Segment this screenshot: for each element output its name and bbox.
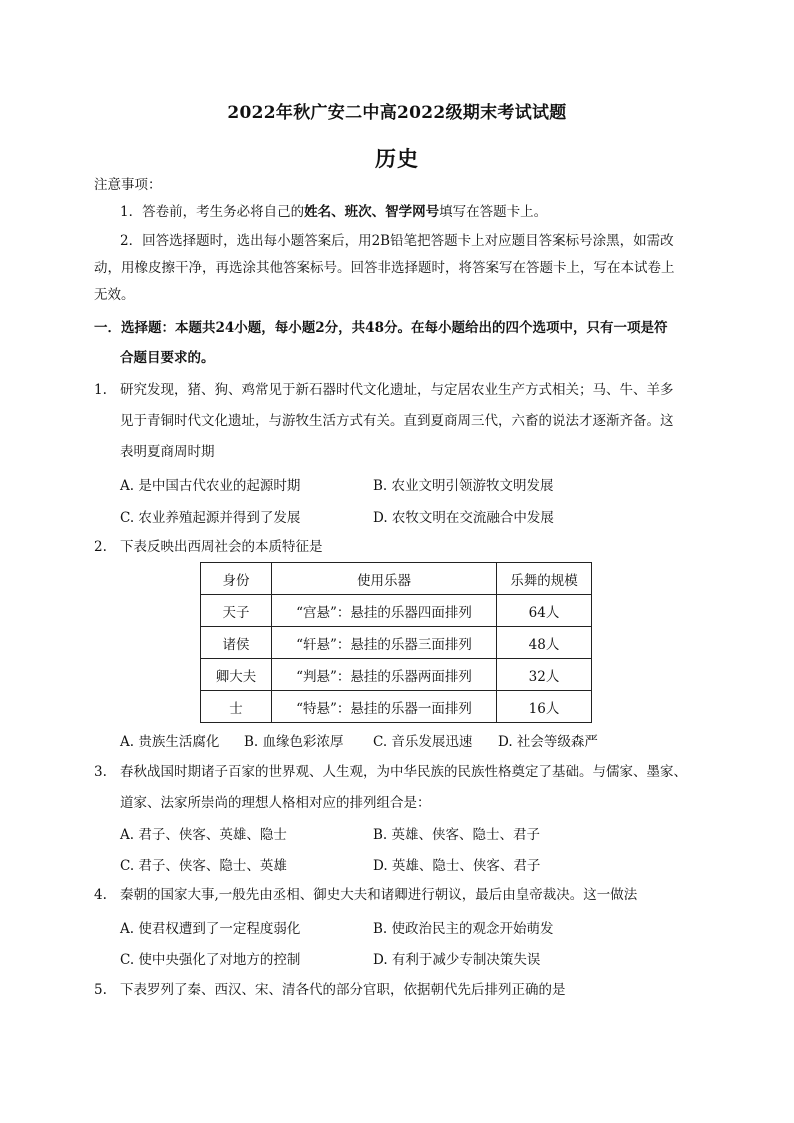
question-1-option-b: B. 农业文明引领游牧文明发展 (373, 478, 554, 494)
table-header-cell: 身份 (201, 563, 272, 595)
question-3-stem-line-1: 春秋战国时期诸子百家的世界观、人生观，为中华民族的民族性格奠定了基础。与儒家、墨家、 (120, 764, 687, 780)
table-cell: 天子 (201, 595, 272, 627)
notes-item-2-line-3: 无效。 (94, 287, 135, 303)
question-number: 2. (94, 539, 107, 555)
notes-item-2-line-2: 动，用橡皮擦干净，再选涂其他答案标号。回答非选择题时，将答案写在答题卡上，写在本试卷上 (94, 260, 675, 276)
table-cell: “宫悬”：悬挂的乐器四面排列 (272, 595, 497, 627)
question-4-option-d: D. 有利于减少专制决策失误 (373, 952, 541, 968)
question-5-stem: 下表罗列了秦、西汉、宋、清各代的部分官职，依据朝代先后排列正确的是 (120, 982, 566, 998)
question-3-option-d: D. 英雄、隐士、侠客、君子 (373, 858, 541, 874)
question-2-option-a: A. 贵族生活腐化 (120, 734, 220, 750)
question-4-option-c: C. 使中央强化了对地方的控制 (120, 952, 301, 968)
section-heading-line-1: 一．选择题：本题共24小题，每小题2分，共48分。在每小题给出的四个选项中，只有一项是符 (94, 320, 668, 336)
table-cell: “特悬”：悬挂的乐器一面排列 (272, 691, 497, 723)
question-number: 4. (94, 887, 107, 903)
table-row (201, 627, 592, 659)
table-header-cell: 使用乐器 (272, 563, 497, 595)
question-3-stem-line-2: 道家、法家所崇尚的理想人格相对应的排列组合是： (120, 795, 431, 811)
table-cell: 诸侯 (201, 627, 272, 659)
question-2-option-d: D. 社会等级森严 (498, 734, 598, 750)
notes-item-2-line-1: 2．回答选择题时，选出每小题答案后，用2B铅笔把答题卡上对应题目答案标号涂黑，如需改 (120, 233, 674, 249)
table-cell: 64人 (497, 595, 592, 627)
ritual-music-table (200, 562, 592, 723)
question-number: 5. (94, 982, 107, 998)
question-number: 1. (94, 382, 107, 398)
question-4-option-b: B. 使政治民主的观念开始萌发 (373, 921, 554, 937)
question-2-option-b: B. 血缘色彩浓厚 (244, 734, 344, 750)
subject-title: 历史 (375, 146, 419, 171)
table-cell: 士 (201, 691, 272, 723)
question-4-stem: 秦朝的国家大事,一般先由丞相、御史大夫和诸卿进行朝议，最后由皇帝裁决。这一做法 (120, 887, 638, 903)
notes-item-1-post: 填写在答题卡上。 (439, 204, 548, 220)
notes-item-1 (120, 202, 547, 222)
table-cell: 16人 (497, 691, 592, 723)
question-1-stem-line-2: 见于青铜时代文化遗址，与游牧生活方式有关。直到夏商周三代，六畜的说法才逐渐齐备。这 (120, 413, 674, 429)
table-header-cell: 乐舞的规模 (497, 563, 592, 595)
question-2-stem: 下表反映出西周社会的本质特征是 (120, 539, 323, 555)
notes-item-1-bold: 姓名、班次、智学网号 (304, 204, 440, 220)
question-1-option-a: A. 是中国古代农业的起源时期 (120, 478, 301, 494)
question-1-stem-line-3: 表明夏商周时期 (120, 444, 215, 460)
table-cell: 卿大夫 (201, 659, 272, 691)
question-3-option-a: A. 君子、侠客、英雄、隐士 (120, 827, 287, 843)
table-row (201, 659, 592, 691)
table-cell: “判悬”：悬挂的乐器两面排列 (272, 659, 497, 691)
table-header-row (201, 563, 592, 595)
notes-heading: 注意事项： (94, 177, 162, 193)
question-1-option-d: D. 农牧文明在交流融合中发展 (373, 510, 554, 526)
table-cell: 32人 (497, 659, 592, 691)
notes-item-1-pre: 1．答卷前，考生务必将自己的 (120, 204, 305, 220)
question-number: 3. (94, 764, 107, 780)
question-1-stem-line-1: 研究发现，猪、狗、鸡常见于新石器时代文化遗址，与定居农业生产方式相关；马、牛、羊多 (120, 382, 674, 398)
question-2-option-c: C. 音乐发展迅速 (373, 734, 473, 750)
exam-title: 2022年秋广安二中高2022级期末考试试题 (227, 103, 567, 123)
table-row (201, 595, 592, 627)
question-3-option-c: C. 君子、侠客、隐士、英雄 (120, 858, 287, 874)
question-4-option-a: A. 使君权遭到了一定程度弱化 (120, 921, 301, 937)
question-1-option-c: C. 农业养殖起源并得到了发展 (120, 510, 301, 526)
question-3-option-b: B. 英雄、侠客、隐士、君子 (373, 827, 541, 843)
table-row (201, 691, 592, 723)
section-heading-line-2: 合题目要求的。 (120, 350, 215, 366)
table-cell: 48人 (497, 627, 592, 659)
table-cell: “轩悬”：悬挂的乐器三面排列 (272, 627, 497, 659)
